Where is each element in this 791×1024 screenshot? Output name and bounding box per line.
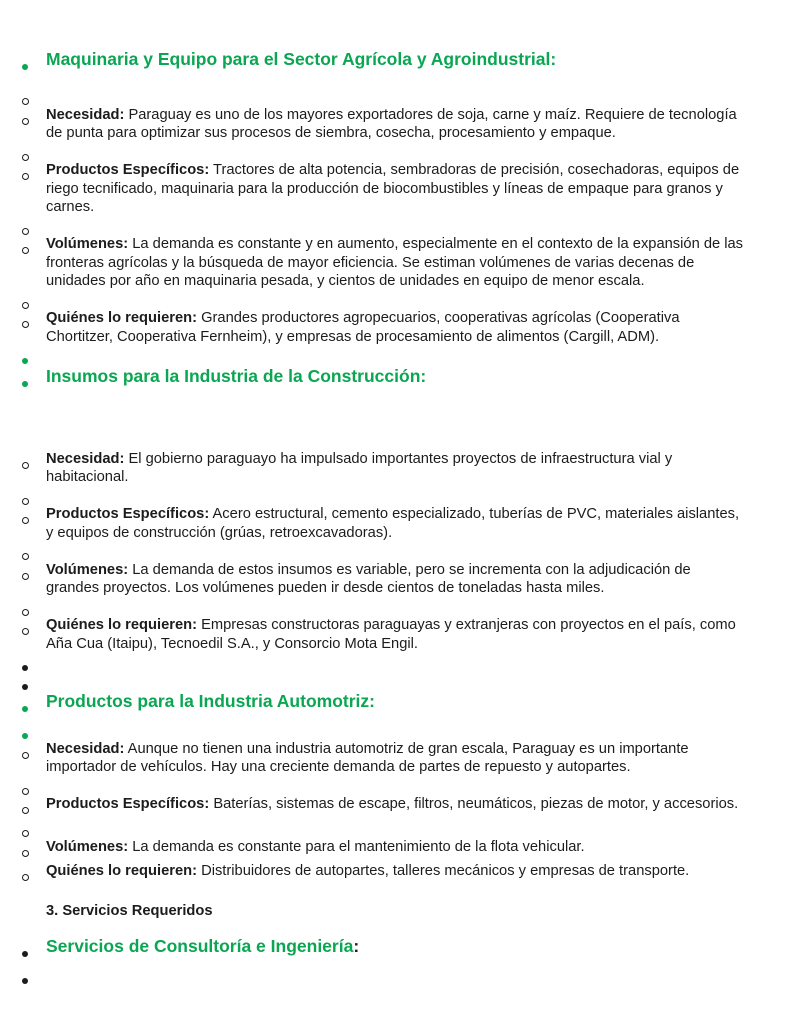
list-item <box>0 838 791 862</box>
empty-list-line <box>0 217 791 236</box>
list-item <box>0 450 791 487</box>
empty-list-line <box>0 542 791 561</box>
list-item <box>0 309 791 346</box>
item-label: Volúmenes: <box>46 838 129 855</box>
empty-list-line <box>0 777 791 796</box>
item-body: Grandes productores agropecuarios, cooperativas agrícolas (Cooperativa Chortitzer, Cooperativa Fernheim), y empresas de procesamiento de alimentos (Cargill, ADM). <box>46 310 680 345</box>
item-body: El gobierno paraguayo ha impulsado importantes proyectos de infraestructura vial y habitacional. <box>46 450 673 485</box>
circle-bullet-icon <box>22 450 46 474</box>
circle-bullet-icon <box>22 106 46 130</box>
item-body: Tractores de alta potencia, sembradoras de precisión, cosechadoras, equipos de riego tecnificado, maquinaria para la producción de biocombustibles y líneas de empaque para granos y carnes. <box>46 162 740 215</box>
empty-list-line <box>0 291 791 310</box>
item-body: La demanda es constante para el mantenimiento de la flota vehicular. <box>128 838 585 855</box>
item-label: Quiénes lo requieren: <box>46 617 197 633</box>
circle-bullet-icon <box>22 740 46 764</box>
list-item-text <box>46 561 745 598</box>
section-heading-agro <box>0 48 791 75</box>
empty-list-line <box>0 487 791 506</box>
list-item <box>0 561 791 598</box>
section-heading-text: Insumos para la Industria de la Construcción: <box>46 365 427 386</box>
list-item-text <box>46 795 745 814</box>
empty-list-line <box>0 346 791 365</box>
list-item-text <box>46 740 745 777</box>
item-body: Acero estructural, cemento especializado, tuberías de PVC, materiales aislantes, y equipos de construcción (grúas, retroexcavadoras). <box>46 506 740 541</box>
circle-bullet-icon <box>22 838 46 862</box>
empty-list-line <box>0 143 791 162</box>
list-item-text <box>46 106 745 143</box>
green-bullet-icon <box>22 690 46 717</box>
circle-bullet-icon <box>22 616 46 640</box>
empty-list-line <box>0 966 791 985</box>
section-heading-construccion <box>0 365 791 392</box>
list-item-text <box>46 838 745 857</box>
section-heading-text <box>46 935 745 957</box>
green-bullet-icon <box>22 365 46 392</box>
circle-bullet-icon <box>22 235 46 259</box>
list-item-text <box>46 235 745 291</box>
list-item-text <box>46 309 745 346</box>
empty-list-line <box>0 87 791 106</box>
list-item-text <box>46 450 745 487</box>
item-body: Distribuidores de autopartes, talleres mecánicos y empresas de transporte. <box>197 862 690 879</box>
circle-bullet-icon <box>22 561 46 585</box>
empty-list-line <box>0 721 791 740</box>
item-body: La demanda es constante y en aumento, especialmente en el contexto de la expansión de las fronteras agrícolas y la búsqueda de mayor eficiencia. Se estiman volúmenes de varias decenas de unidades por año en maquinaria pesada, y cientos de unidades en equipo de menor escala. <box>46 236 744 289</box>
item-label: Quiénes lo requieren: <box>46 310 197 326</box>
list-item-text <box>46 616 745 653</box>
circle-bullet-icon <box>22 795 46 819</box>
list-item <box>0 106 791 143</box>
list-item-text <box>46 505 745 542</box>
item-label: Volúmenes: <box>46 561 129 578</box>
empty-list-line <box>0 819 791 838</box>
item-body: Aunque no tienen una industria automotriz de gran escala, Paraguay es un importante importador de vehículos. Hay una creciente demanda de partes de repuesto y autopartes. <box>46 740 689 775</box>
black-bullet-icon <box>22 966 46 989</box>
list-item <box>0 505 791 542</box>
item-label: Volúmenes: <box>46 236 129 252</box>
item-body: Baterías, sistemas de escape, filtros, neumáticos, piezas de motor, y accesorios. <box>209 796 739 812</box>
list-item-text <box>46 862 745 881</box>
list-item <box>0 795 791 819</box>
empty-list-line <box>0 653 791 672</box>
item-body: Empresas constructoras paraguayas y extranjeras con proyectos en el país, como Aña Cua (Itaipu), Tecnoedil S.A., y Consorcio Mota Engil. <box>46 617 736 652</box>
empty-list-line <box>0 672 791 691</box>
subheading-text: 3. Servicios Requeridos <box>46 902 213 919</box>
heading-colon: : <box>353 936 360 956</box>
item-body: Paraguay es uno de los mayores exportadores de soja, carne y maíz. Requiere de tecnología de punta para optimizar sus procesos de siembra, cosecha, procesamiento y empaque. <box>46 106 737 141</box>
list-item <box>0 740 791 777</box>
heading-green-text: Servicios de Consultoría e Ingeniería <box>46 936 354 956</box>
item-label: Productos Específicos: <box>46 162 210 178</box>
section-heading-text: Productos para la Industria Automotriz: <box>46 691 375 711</box>
item-label: Necesidad: <box>46 106 125 123</box>
item-label: Productos Específicos: <box>46 796 210 812</box>
section-heading-text: Maquinaria y Equipo para el Sector Agrícola y Agroindustrial: <box>46 49 557 69</box>
item-label: Quiénes lo requieren: <box>46 862 197 879</box>
green-bullet-icon <box>22 48 46 75</box>
list-item <box>0 235 791 291</box>
item-label: Productos Específicos: <box>46 506 210 522</box>
section-heading-automotriz <box>0 690 791 717</box>
item-label: Necesidad: <box>46 450 125 467</box>
circle-bullet-icon <box>22 862 46 886</box>
list-item <box>0 161 791 217</box>
circle-bullet-icon <box>22 309 46 333</box>
item-label: Necesidad: <box>46 740 125 757</box>
circle-bullet-icon <box>22 161 46 185</box>
black-bullet-icon <box>22 935 46 962</box>
section-heading-consultoria <box>0 935 791 962</box>
item-body: La demanda de estos insumos es variable, pero se incrementa con la adjudicación de grandes proyectos. Los volúmenes pueden ir desde cientos de toneladas hasta miles. <box>46 561 691 596</box>
list-item <box>0 862 791 886</box>
list-item <box>0 616 791 653</box>
subheading-servicios-requeridos <box>0 902 791 921</box>
empty-list-line <box>0 598 791 617</box>
circle-bullet-icon <box>22 505 46 529</box>
list-item-text <box>46 161 745 217</box>
